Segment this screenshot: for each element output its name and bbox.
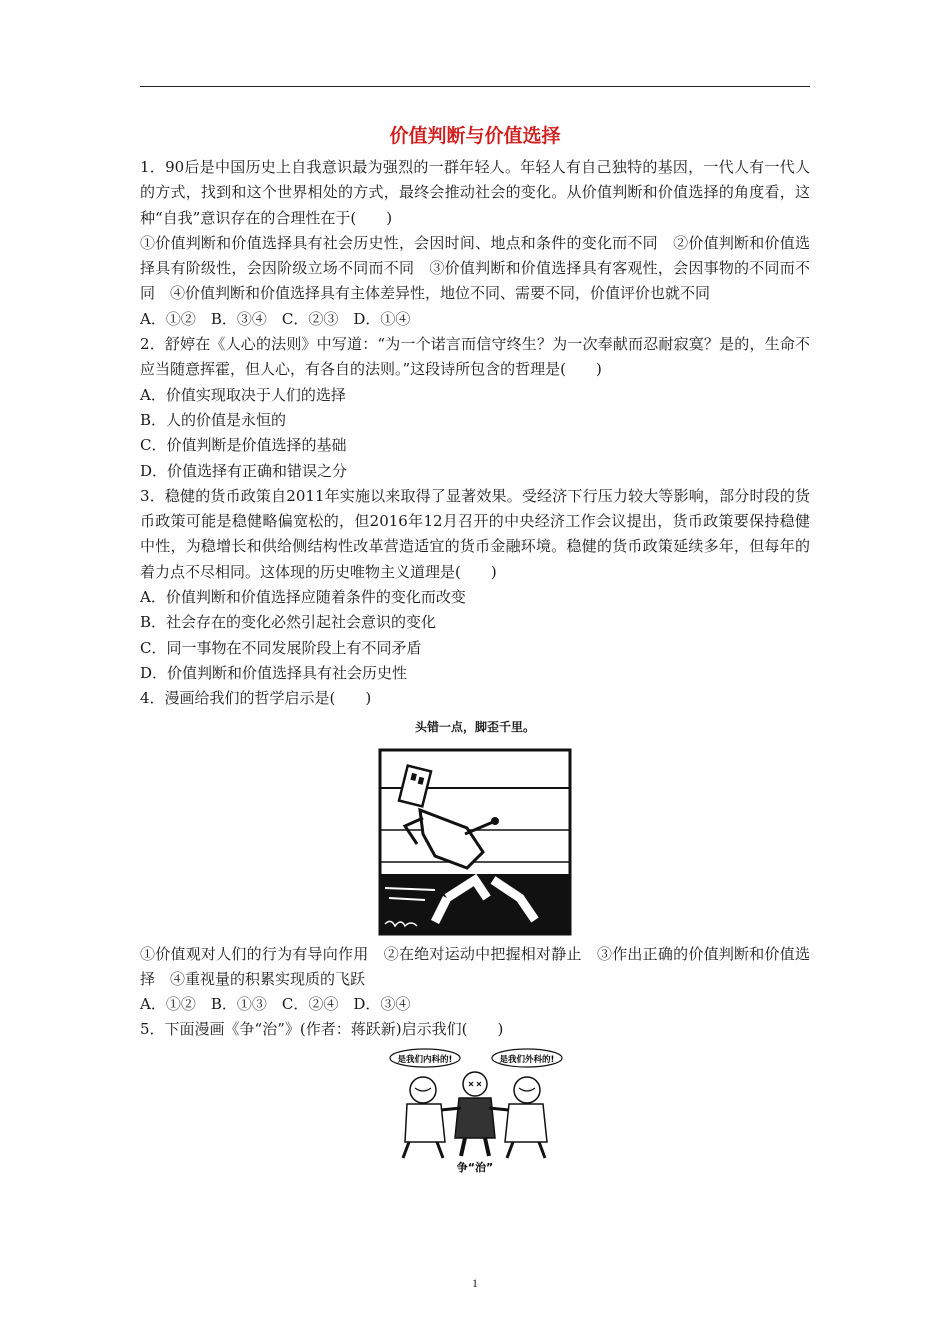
q3-option-b: B．社会存在的变化必然引起社会意识的变化 bbox=[140, 613, 437, 632]
q4-cartoon-figure bbox=[140, 720, 810, 942]
q2-option-a: A．价值实现取决于人们的选择 bbox=[140, 385, 346, 404]
header-rule bbox=[140, 86, 810, 87]
q1-options: A．①② B．③④ C．②③ D．①④ bbox=[140, 309, 411, 328]
q4-statements: ①价值观对人们的行为有导向作用 ②在绝对运动中把握相对静止 ③作出正确的价值判断和价值选择 ④重视量的积累实现质的飞跃 bbox=[140, 944, 810, 988]
doctors-fighting-cartoon bbox=[385, 1046, 565, 1174]
running-figure-cartoon bbox=[375, 748, 575, 938]
q4-options: A．①② B．①③ C．②④ D．③④ bbox=[140, 995, 411, 1014]
q5-cartoon-caption: 争“治” bbox=[456, 1160, 494, 1174]
bubble-right-text: 是我们外科的! bbox=[499, 1054, 555, 1065]
q3-option-a: A．价值判断和价值选择应随着条件的变化而改变 bbox=[140, 588, 466, 607]
q3-option-c: C．同一事物在不同发展阶段上有不同矛盾 bbox=[140, 638, 422, 657]
q2-option-c: C．价值判断是价值选择的基础 bbox=[140, 436, 347, 455]
q5-cartoon-figure bbox=[140, 1046, 810, 1174]
q3-option-d: D．价值判断和价值选择具有社会历史性 bbox=[140, 663, 408, 682]
q2-option-b: B．人的价值是永恒的 bbox=[140, 410, 287, 429]
q4-stem: 4．漫画给我们的哲学启示是( ) bbox=[140, 689, 372, 708]
q2-option-d: D．价值选择有正确和错误之分 bbox=[140, 461, 348, 480]
q3-stem: 3．稳健的货币政策自2011年实施以来取得了显著效果。受经济下行压力较大等影响，部分时段的货币政策可能是稳健略偏宽松的，但2016年12月召开的中央经济工作会议提出，货币政策要保持稳健中性，为稳增长和供给侧结构性改革营造适宜的货币金融环境。稳健的货币政策延续多年，但每年的着力点不尽相同。这体现的历史唯物主义道理是( ) bbox=[140, 486, 810, 581]
bubble-left-text: 是我们内科的! bbox=[397, 1054, 453, 1065]
document-body bbox=[140, 155, 810, 1174]
q1-stem: 1．90后是中国历史上自我意识最为强烈的一群年轻人。年轻人有自己独特的基因，一代人有一代人的方式，找到和这个世界相处的方式，最终会推动社会的变化。从价值判断和价值选择的角度看，这种“自我”意识存在的合理性在于( ) bbox=[140, 158, 810, 227]
q5-stem: 5．下面漫画《争“治”》(作者：蒋跃新)启示我们( ) bbox=[140, 1020, 504, 1039]
q4-cartoon-caption: 头错一点，脚歪千里。 bbox=[414, 719, 535, 734]
page-title: 价值判断与价值选择 bbox=[389, 125, 561, 147]
q2-stem: 2．舒婷在《人心的法则》中写道：“为一个诺言而信守终生？为一次奉献而忍耐寂寞？是的，生命不应当随意挥霍，但人心，有各自的法则。”这段诗所包含的哲理是( ) bbox=[140, 335, 810, 379]
page-number: 1 bbox=[472, 1276, 478, 1290]
q1-statements: ①价值判断和价值选择具有社会历史性，会因时间、地点和条件的变化而不同 ②价值判断和价值选择具有阶级性，会因阶级立场不同而不同 ③价值判断和价值选择具有客观性，会因事物的不同而不同 ④价值判断和价值选择具有主体差异性，地位不同、需要不同，价值评价也就不同 bbox=[140, 233, 810, 303]
